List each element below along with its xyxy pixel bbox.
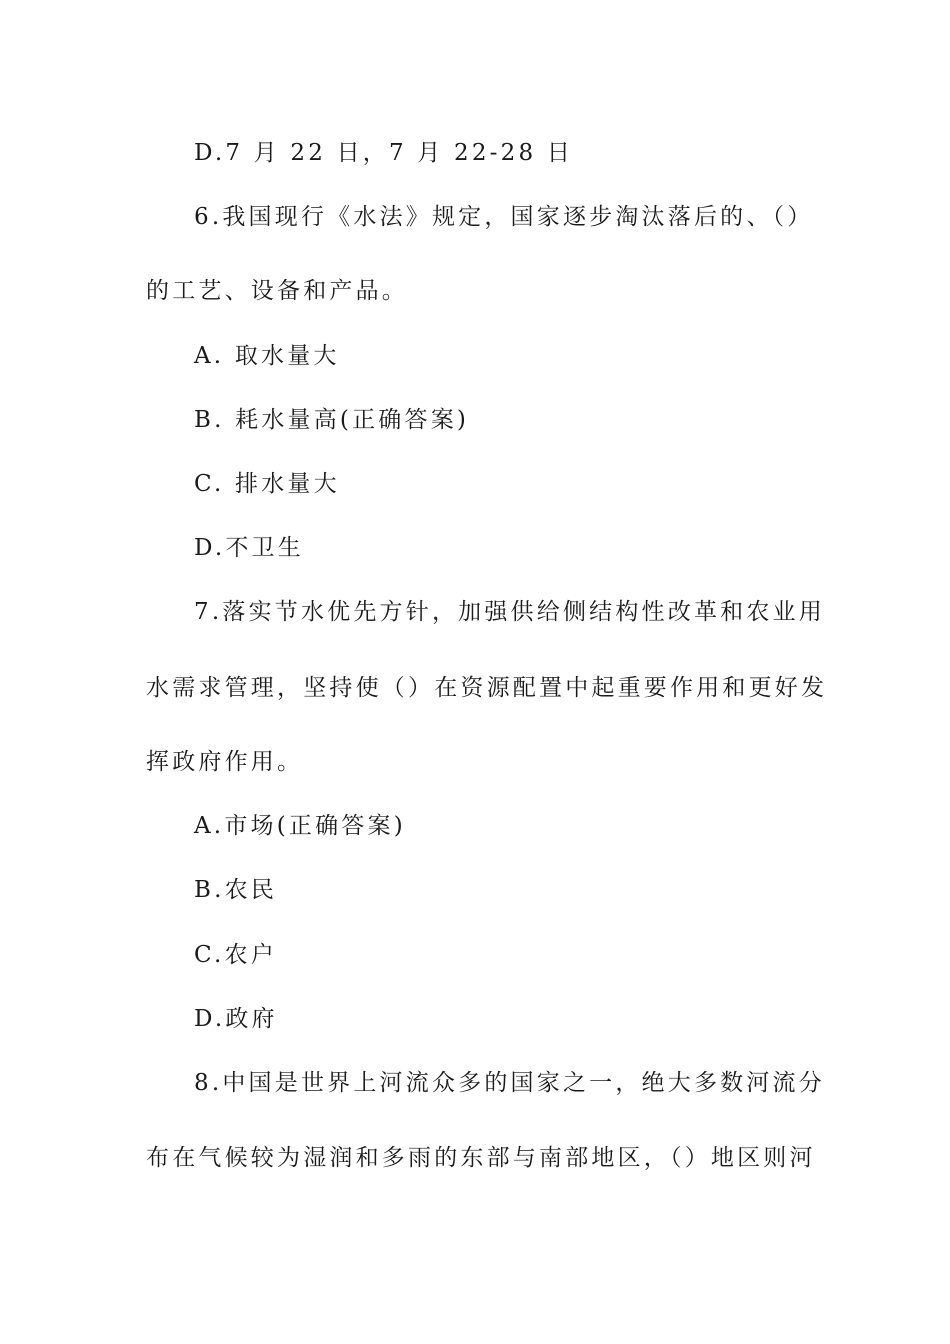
q7-option-b: B.农民 [194, 877, 278, 903]
q8-stem-line2: 布在气候较为湿润和多雨的东部与南部地区，（）地区则河 [146, 1145, 816, 1171]
q6-option-d: D.不卫生 [194, 535, 304, 561]
q8-stem-line1: 8.中国是世界上河流众多的国家之一，绝大多数河流分 [194, 1070, 825, 1096]
q7-option-c: C.农户 [194, 942, 277, 968]
q7-option-a: A.市场(正确答案) [194, 813, 406, 839]
q6-option-c: C. 排水量大 [194, 471, 340, 497]
q7-stem-line2: 水需求管理，坚持使（）在资源配置中起重要作用和更好发 [146, 675, 828, 701]
q7-stem-line1: 7.落实节水优先方针，加强供给侧结构性改革和农业用 [194, 599, 825, 625]
q7-option-d: D.政府 [194, 1006, 278, 1032]
q6-stem-line2: 的工艺、设备和产品。 [146, 278, 408, 304]
q5-option-d: D.7 月 22 日，7 月 22-28 日 [194, 140, 574, 166]
q6-option-a: A. 取水量大 [194, 343, 340, 369]
q6-stem-line1: 6.我国现行《水法》规定，国家逐步淘汰落后的、（） [194, 204, 814, 230]
q6-option-b: B. 耗水量高(正确答案) [194, 407, 470, 433]
q7-stem-line3: 挥政府作用。 [146, 749, 304, 775]
